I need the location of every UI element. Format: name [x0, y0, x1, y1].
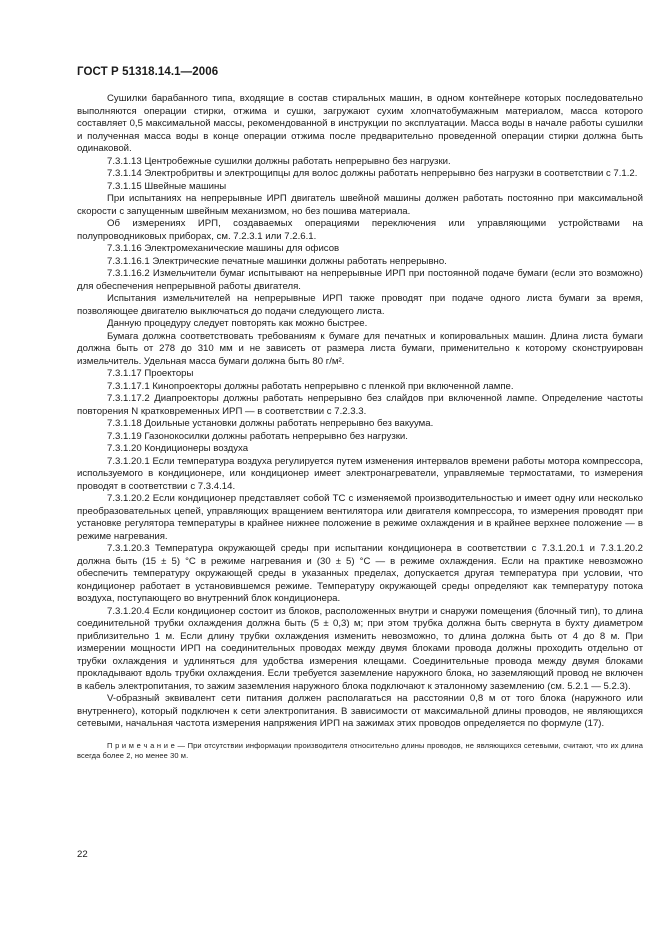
clause-7-3-1-20-1: 7.3.1.20.1 Если температура воздуха регулируется путем изменения интервалов времени работы мотора компрессора, используемого в кондиционере, или кондиционер имеет электронагреватели, управляемые термостатами, то измерения проводят в соответствии с 7.3.4.14.: [77, 455, 643, 492]
document-header: ГОСТ Р 51318.14.1—2006: [77, 66, 219, 78]
paragraph: Сушилки барабанного типа, входящие в состав стиральных машин, в одном контейнере которых последовательно выполняются операции стирки, отжима и сушки, загружают сухим хлопчатобумажным материалом, масса которого составляет 0,5 максимальной массы, рекомендованной в инструкции по эксплуатации. Масса воды в начале работы сушилки и полученная масса воды в конце операции отжима после предварительно проведенной операции стирки должна быть одинаковой.: [77, 93, 643, 154]
clause-7-3-1-17-1: 7.3.1.17.1 Кинопроекторы должны работать непрерывно с пленкой при включенной лампе.: [107, 380, 514, 392]
clause-7-3-1-20-3: 7.3.1.20.3 Температура окружающей среды при испытании кондиционера в соответствии с 7.3.1.20.1 и 7.3.1.20.2 должна быть (15 ± 5) °С в режиме нагревания и (30 ± 5) °С — в режиме охлаждения. Если на практике невозможно обеспечить температуру окружающей среды в указанных пределах, допускается другая температура при условии, что кондиционер работает в установившемся режиме. Температуру окружающей среды определяют как температуру потока воздуха, поступающего во внутренний блок кондиционера.: [77, 543, 643, 604]
clause-7-3-1-20-4: 7.3.1.20.4 Если кондиционер состоит из блоков, расположенных внутри и снаружи помещения (блочный тип), то длина соединительной трубки охлаждения должна быть (5 ± 0,3) м; при этом трубка должна быть свернута в бухту диаметром приблизительно 1 м. Если длину трубки охлаждения изменить невозможно, то длина должна быть от 4 до 8 м. При измерении мощности ИРП на соединительных проводах между двумя блоками провода должны проходить отдельно от трубки охлаждения и удлиняться для удобства измерения клещами. Соединительные провода между двумя блоками прокладывают вдоль трубки охлаждения. Если требуется заземление наружного блока, но заземляющий провод не включен в кабель электропитания, то зажим заземления наружного блока подключают к эталонному заземлению (см. 5.2.1 — 5.2.3).: [77, 605, 643, 692]
clause-7-3-1-18: 7.3.1.18 Доильные установки должны работать непрерывно без вакуума.: [107, 418, 434, 429]
clause-7-3-1-15-heading: 7.3.1.15 Швейные машины: [107, 180, 227, 192]
clause-7-3-1-19: 7.3.1.19 Газонокосилки должны работать непрерывно без нагрузки.: [107, 430, 408, 442]
document-body: [77, 93, 643, 762]
clause-7-3-1-17-heading: 7.3.1.17 Проекторы: [107, 368, 194, 379]
clause-7-3-1-16-heading: 7.3.1.16 Электромеханические машины для офисов: [107, 243, 340, 254]
clause-7-3-1-13: 7.3.1.13 Центробежные сушилки должны работать непрерывно без нагрузки.: [107, 155, 451, 167]
paragraph: Данную процедуру следует повторять как можно быстрее.: [107, 318, 368, 329]
paragraph: Испытания измельчителей на непрерывные ИРП также проводят при подаче одного листа бумаги за время, позволяющее двигателю выключаться до подачи следующего листа.: [77, 293, 643, 317]
page-number: 22: [77, 849, 88, 860]
clause-7-3-1-16-2: 7.3.1.16.2 Измельчители бумаг испытывают на непрерывные ИРП при постоянной подаче бумаги (если это возможно) для обеспечения непрерывной работы двигателя.: [77, 268, 643, 292]
clause-7-3-1-20-2: 7.3.1.20.2 Если кондиционер представляет собой ТС с изменяемой производительностью и имеет одну или несколько преобразовательных цепей, управляющих вращением вентилятора или двигателя компрессора, то измерения проводят при установке регулятора температуры в крайнее нижнее положение в режиме охлаждения и в крайнее верхнее положение — в режиме нагревания.: [77, 493, 643, 542]
paragraph: Об измерениях ИРП, создаваемых операциями переключения или управляющими устройствами на полупроводниковых приборах, см. 7.2.3.1 или 7.2.6.1.: [77, 218, 643, 242]
clause-7-3-1-20-heading: 7.3.1.20 Кондиционеры воздуха: [107, 443, 249, 454]
paragraph: При испытаниях на непрерывные ИРП двигатель швейной машины должен работать постоянно при максимальной скорости с запущенным швейным механизмом, но без пошива материала.: [77, 193, 643, 217]
clause-7-3-1-16-1: 7.3.1.16.1 Электрические печатные машинки должны работать непрерывно.: [107, 255, 447, 267]
paragraph: Бумага должна соответствовать требованиям к бумаге для печатных и копировальных машин. Длина листа бумаги должна быть от 278 до 310 мм и не зависеть от размера листа бумаги, применительно к которому сконструирован измельчитель. Удельная масса бумаги должна быть 80 г/м².: [77, 330, 643, 367]
note: П р и м е ч а н и е — При отсутствии информации производителя относительно длины проводов, не являющихся сетевыми, считают, что их длина всегда более 2, но менее 30 м.: [77, 740, 643, 760]
clause-7-3-1-17-2: 7.3.1.17.2 Диапроекторы должны работать непрерывно без слайдов при включенной лампе. Определение частоты повторения N кратковременных ИРП — в соответствии с 7.2.3.3.: [77, 393, 643, 417]
clause-7-3-1-14: 7.3.1.14 Электробритвы и электрощипцы для волос должны работать непрерывно без нагрузки в соответствии с 7.1.2.: [107, 168, 638, 179]
paragraph: V-образный эквивалент сети питания должен располагаться на расстоянии 0,8 м от того блока (наружного или внутреннего), который подключен к сети электропитания. В зависимости от максимальной длины проводов, не являющихся сетевыми, начальная частота измерения напряжения ИРП на зажимах этих проводов определяется по формуле (17).: [77, 693, 643, 729]
